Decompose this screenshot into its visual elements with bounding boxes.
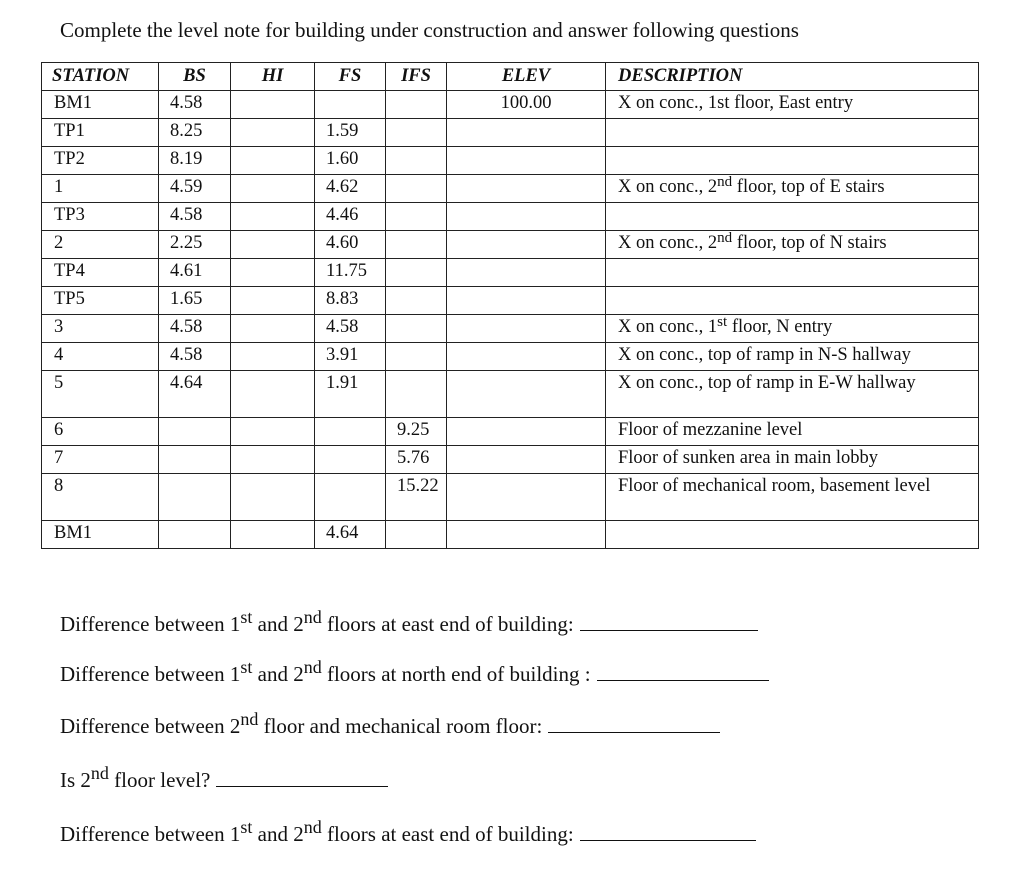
fs-cell: 11.75 <box>315 259 386 287</box>
elev-cell <box>447 371 606 418</box>
bs-cell: 4.58 <box>159 343 231 371</box>
fs-cell <box>315 446 386 474</box>
answer-blank[interactable] <box>597 660 769 681</box>
elev-cell <box>447 474 606 521</box>
description-cell <box>606 231 979 259</box>
description-text: X on conc., top of ramp in N-S hallway <box>618 345 911 365</box>
question-superscript: nd <box>90 763 109 783</box>
ifs-cell <box>386 287 447 315</box>
fs-cell <box>315 418 386 446</box>
table-row <box>42 418 979 446</box>
question-text: floors at east end of building: <box>321 822 574 846</box>
question-5 <box>60 817 756 847</box>
elev-cell <box>447 446 606 474</box>
question-superscript: nd <box>303 657 322 677</box>
table-row <box>42 287 979 315</box>
hi-cell <box>231 418 315 446</box>
bs-cell <box>159 521 231 549</box>
hi-cell <box>231 91 315 119</box>
elev-cell <box>447 418 606 446</box>
table-row <box>42 521 979 549</box>
description-cell <box>606 203 979 231</box>
fs-cell: 4.58 <box>315 315 386 343</box>
header-ifs: IFS <box>386 63 447 91</box>
elev-cell <box>447 203 606 231</box>
table-row <box>42 474 979 521</box>
station-cell: TP5 <box>42 287 159 315</box>
hi-cell <box>231 521 315 549</box>
ifs-cell: 9.25 <box>386 418 447 446</box>
fs-cell: 3.91 <box>315 343 386 371</box>
table-row <box>42 147 979 175</box>
ifs-cell: 15.22 <box>386 474 447 521</box>
ifs-cell <box>386 91 447 119</box>
fs-cell: 4.62 <box>315 175 386 203</box>
station-cell: TP4 <box>42 259 159 287</box>
description-cell <box>606 315 979 343</box>
fs-cell: 4.64 <box>315 521 386 549</box>
level-notes-table <box>41 62 979 549</box>
description-cell <box>606 418 979 446</box>
question-text: Difference between 1 <box>60 822 241 846</box>
ifs-cell <box>386 147 447 175</box>
bs-cell: 4.58 <box>159 315 231 343</box>
hi-cell <box>231 287 315 315</box>
description-text: Floor of mezzanine level <box>618 420 803 440</box>
question-text: floors at north end of building : <box>321 662 591 686</box>
hi-cell <box>231 147 315 175</box>
description-cell <box>606 91 979 119</box>
description-cell <box>606 343 979 371</box>
fs-cell: 8.83 <box>315 287 386 315</box>
table-row <box>42 91 979 119</box>
ifs-cell <box>386 371 447 418</box>
hi-cell <box>231 474 315 521</box>
question-1 <box>60 607 758 637</box>
station-cell: 5 <box>42 371 159 418</box>
header-hi: HI <box>231 63 315 91</box>
bs-cell <box>159 418 231 446</box>
description-superscript: nd <box>717 174 733 190</box>
bs-cell: 2.25 <box>159 231 231 259</box>
bs-cell: 8.19 <box>159 147 231 175</box>
fs-cell: 4.60 <box>315 231 386 259</box>
description-cell <box>606 119 979 147</box>
station-cell: TP1 <box>42 119 159 147</box>
elev-cell <box>447 231 606 259</box>
elev-cell <box>447 119 606 147</box>
question-text: and 2 <box>252 612 304 636</box>
table-row <box>42 119 979 147</box>
table-header-row <box>42 63 979 91</box>
question-4 <box>60 763 388 793</box>
bs-cell: 4.59 <box>159 175 231 203</box>
description-text: floor, N entry <box>727 317 833 337</box>
question-superscript: st <box>240 817 253 837</box>
table-row <box>42 315 979 343</box>
ifs-cell <box>386 315 447 343</box>
hi-cell <box>231 231 315 259</box>
description-text: X on conc., 2 <box>618 233 718 253</box>
question-superscript: nd <box>303 817 322 837</box>
station-cell: BM1 <box>42 521 159 549</box>
header-bs: BS <box>159 63 231 91</box>
table-row <box>42 371 979 418</box>
header-elev: ELEV <box>447 63 606 91</box>
hi-cell <box>231 259 315 287</box>
table-row <box>42 343 979 371</box>
ifs-cell <box>386 231 447 259</box>
description-text: Floor of mechanical room, basement level <box>618 476 931 496</box>
description-cell <box>606 521 979 549</box>
elev-cell <box>447 343 606 371</box>
description-cell <box>606 147 979 175</box>
description-cell <box>606 287 979 315</box>
question-text: floors at east end of building: <box>321 612 574 636</box>
question-2 <box>60 657 769 687</box>
ifs-cell <box>386 343 447 371</box>
station-cell: 4 <box>42 343 159 371</box>
description-text: X on conc., 1 <box>618 317 718 337</box>
bs-cell <box>159 446 231 474</box>
hi-cell <box>231 119 315 147</box>
description-text: X on conc., top of ramp in E-W hallway <box>618 373 916 393</box>
bs-cell: 4.58 <box>159 91 231 119</box>
station-cell: 1 <box>42 175 159 203</box>
question-text: and 2 <box>252 662 304 686</box>
elev-cell <box>447 259 606 287</box>
answer-blank[interactable] <box>548 712 720 733</box>
elev-cell <box>447 147 606 175</box>
question-text: and 2 <box>252 822 304 846</box>
elev-cell <box>447 521 606 549</box>
ifs-cell <box>386 119 447 147</box>
elev-cell: 100.00 <box>447 91 606 119</box>
question-superscript: nd <box>240 709 259 729</box>
bs-cell: 8.25 <box>159 119 231 147</box>
station-cell: TP2 <box>42 147 159 175</box>
station-cell: BM1 <box>42 91 159 119</box>
description-cell <box>606 446 979 474</box>
fs-cell <box>315 474 386 521</box>
hi-cell <box>231 203 315 231</box>
table-row <box>42 231 979 259</box>
description-text: X on conc., 1st floor, East entry <box>618 93 854 113</box>
station-cell: 3 <box>42 315 159 343</box>
description-text: Floor of sunken area in main lobby <box>618 448 878 468</box>
header-station: STATION <box>42 63 159 91</box>
bs-cell <box>159 474 231 521</box>
description-cell <box>606 175 979 203</box>
answer-blank[interactable] <box>580 820 756 841</box>
question-text: Difference between 2 <box>60 714 241 738</box>
elev-cell <box>447 287 606 315</box>
description-text: X on conc., 2 <box>618 177 718 197</box>
description-cell <box>606 474 979 521</box>
ifs-cell: 5.76 <box>386 446 447 474</box>
elev-cell <box>447 315 606 343</box>
description-cell <box>606 259 979 287</box>
station-cell: 2 <box>42 231 159 259</box>
hi-cell <box>231 175 315 203</box>
description-superscript: nd <box>717 230 733 246</box>
bs-cell: 1.65 <box>159 287 231 315</box>
ifs-cell <box>386 175 447 203</box>
table-row <box>42 203 979 231</box>
description-text: floor, top of E stairs <box>732 177 885 197</box>
question-text: floor level? <box>108 768 211 792</box>
station-cell: TP3 <box>42 203 159 231</box>
answer-blank[interactable] <box>580 610 758 631</box>
station-cell: 6 <box>42 418 159 446</box>
ifs-cell <box>386 203 447 231</box>
hi-cell <box>231 343 315 371</box>
worksheet-title: Complete the level note for building under construction and answer following questions <box>60 18 799 42</box>
fs-cell <box>315 91 386 119</box>
question-superscript: st <box>240 607 253 627</box>
question-3 <box>60 709 720 739</box>
hi-cell <box>231 446 315 474</box>
fs-cell: 1.60 <box>315 147 386 175</box>
elev-cell <box>447 175 606 203</box>
description-superscript: st <box>717 314 728 330</box>
question-text: Difference between 1 <box>60 662 241 686</box>
station-cell: 8 <box>42 474 159 521</box>
station-cell: 7 <box>42 446 159 474</box>
answer-blank[interactable] <box>216 766 388 787</box>
header-description: DESCRIPTION <box>606 63 979 91</box>
ifs-cell <box>386 259 447 287</box>
fs-cell: 1.59 <box>315 119 386 147</box>
table-row <box>42 259 979 287</box>
hi-cell <box>231 371 315 418</box>
question-text: floor and mechanical room floor: <box>258 714 543 738</box>
header-fs: FS <box>315 63 386 91</box>
ifs-cell <box>386 521 447 549</box>
question-text: Is 2 <box>60 768 91 792</box>
table-row <box>42 175 979 203</box>
bs-cell: 4.64 <box>159 371 231 418</box>
question-superscript: nd <box>303 607 322 627</box>
description-cell <box>606 371 979 418</box>
question-text: Difference between 1 <box>60 612 241 636</box>
hi-cell <box>231 315 315 343</box>
bs-cell: 4.61 <box>159 259 231 287</box>
question-superscript: st <box>240 657 253 677</box>
bs-cell: 4.58 <box>159 203 231 231</box>
fs-cell: 4.46 <box>315 203 386 231</box>
table-row <box>42 446 979 474</box>
description-text: floor, top of N stairs <box>732 233 887 253</box>
fs-cell: 1.91 <box>315 371 386 418</box>
